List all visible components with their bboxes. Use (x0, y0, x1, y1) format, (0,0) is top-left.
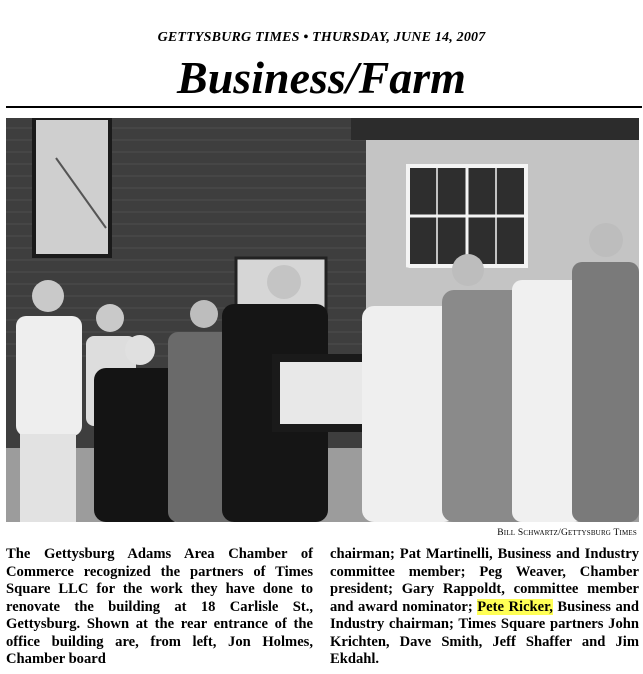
photo-credit: Bill Schwartz/Gettysburg Times (497, 528, 637, 538)
highlighted-name: Pete Ricker, (477, 598, 553, 615)
header-rule (6, 106, 642, 108)
group-photo (6, 118, 639, 522)
caption-column-2 (330, 546, 639, 669)
dateline: GETTYSBURG TIMES • THURSDAY, JUNE 14, 2007 (157, 30, 486, 45)
caption-column-1 (6, 546, 313, 669)
caption-text-2a: chairman; Pat Martinelli, Business and Industry committee member; Peg Weaver, Chamber president; Gary Rappoldt, committee member and award nominator; (330, 546, 639, 615)
caption-text-1: The Gettysburg Adams Area Chamber of Commerce recognized the partners of Times Square LLC for the work they have done to renovate the building at 18 Carlisle St., Gettysburg. Shown at the rear entrance of the office building are, from left, Jon Holmes, Chamber board (6, 546, 313, 667)
caption-text-2b: Business and Industry chairman; Times Square partners John Krichten, Dave Smith, Jeff Shaffer and Jim Ekdahl. (330, 598, 639, 667)
caption-text-2 (330, 546, 639, 669)
roof-overhang (351, 118, 639, 140)
brick-window (34, 118, 110, 256)
section-title: Business/Farm (177, 52, 466, 103)
